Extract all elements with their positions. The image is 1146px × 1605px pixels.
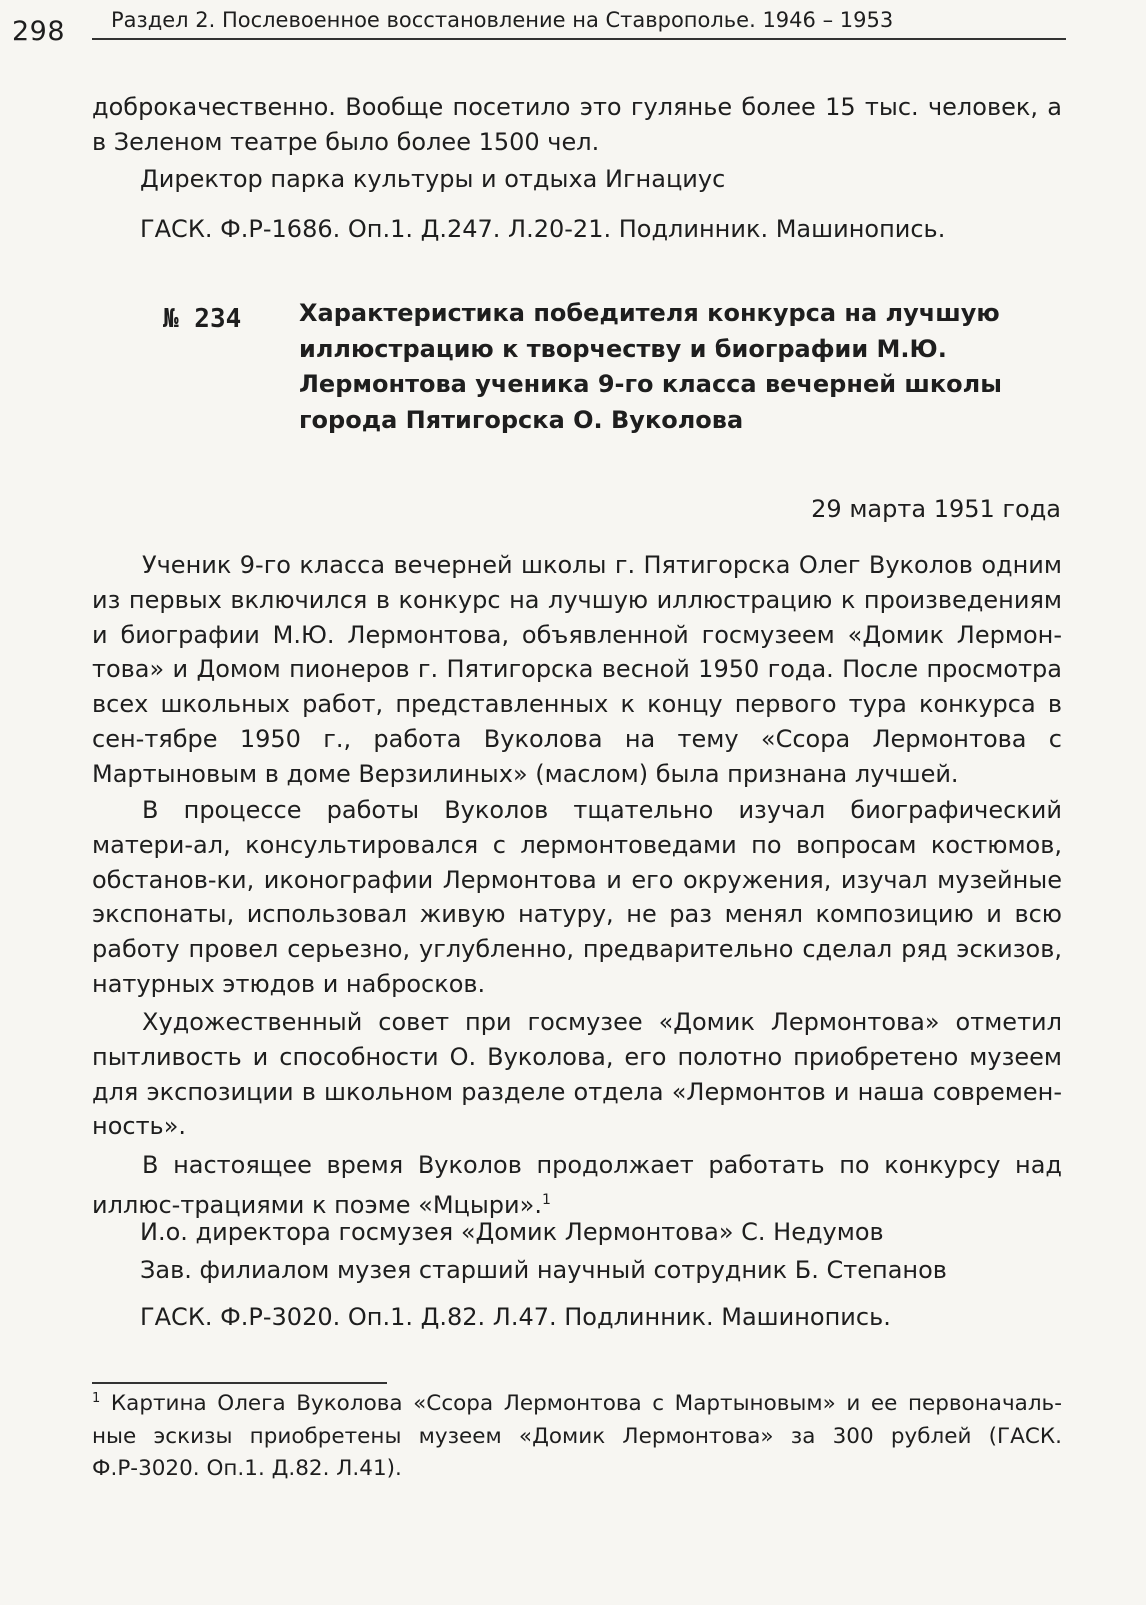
document-title: Характеристика победителя конкурса на лучшую иллюстрацию к творчеству и биографии М.Ю. Лермонтова ученика 9-го класса вечерней школы города Пятигорска О. Вуколова <box>299 299 1002 434</box>
previous-document-text: доброкачественно. Вообще посетило это гулянье более 15 тыс. человек, а в Зеленом театре было более 1500 чел. <box>92 93 1062 156</box>
footnote-reference: 1 <box>541 1191 551 1208</box>
body-paragraph: В процессе работы Вуколов тщательно изучал биографический матери-ал, консультировался с лермонтоведами по вопросам костюмов, обстанов-ки, иконографии Лермонтова и его окружения, изучал музейные экспонаты, использовал живую натуру, не раз менял композицию и всю работу провел серьезно, углубленно, предварительно сделал ряд эскизов, натурных этюдов и набросков. <box>92 796 1062 998</box>
footnote-text: Картина Олега Вуколова «Ссора Лермонтова с Мартыновым» и ее первоначаль-ные эскизы приобретены музеем «Домик Лермонтова» за 300 рублей (ГАСК. Ф.Р-3020. Оп.1. Д.82. Л.41). <box>92 1391 1062 1482</box>
footnote-marker: 1 <box>92 1391 101 1406</box>
document-source: ГАСК. Ф.Р-3020. Оп.1. Д.82. Л.47. Подлинник. Машинопись. <box>140 1303 891 1331</box>
running-head: Раздел 2. Послевоенное восстановление на Ставрополье. 1946 – 1953 <box>111 8 894 32</box>
body-paragraph: Художественный совет при госмузее «Домик Лермонтова» отметил пытливость и способности О. Вуколова, его полотно приобретено музеем для экспозиции в школьном разделе отдела «Лермонтов и наша современ-ность». <box>92 1008 1062 1141</box>
body-paragraph-text: В настоящее время Вуколов продолжает работать по конкурсу над иллюс-трациями к поэме «Мцыри». <box>92 1151 1062 1219</box>
body-paragraph: Ученик 9-го класса вечерней школы г. Пятигорска Олег Вуколов одним из первых включился в конкурс на лучшую иллюстрацию к произведениям и биографии М.Ю. Лермонтова, объявленной госмузеем «Домик Лермон-това» и Домом пионеров г. Пятигорска весной 1950 года. После просмотра всех школьных работ, представленных к концу первого тура конкурса в сен-тябре 1950 г., работа Вуколова на тему «Ссора Лермонтова с Мартыновым в доме Верзилиных» (маслом) была признана лучшей. <box>92 551 1062 788</box>
footnote <box>92 1383 1062 1486</box>
signature-director: И.о. директора госмузея «Домик Лермонтова» С. Недумов <box>140 1218 884 1246</box>
previous-document-signature: Директор парка культуры и отдыха Игнациус <box>140 165 726 193</box>
document-number: № 234 <box>163 304 242 334</box>
signature-branch-head: Зав. филиалом музея старший научный сотрудник Б. Степанов <box>140 1256 947 1284</box>
previous-document-source: ГАСК. Ф.Р-1686. Оп.1. Д.247. Л.20-21. Подлинник. Машинопись. <box>140 215 946 243</box>
document-date: 29 марта 1951 года <box>811 495 1061 523</box>
body-paragraph <box>92 1148 1062 1223</box>
header-rule <box>92 38 1066 40</box>
page-number: 298 <box>12 16 66 47</box>
